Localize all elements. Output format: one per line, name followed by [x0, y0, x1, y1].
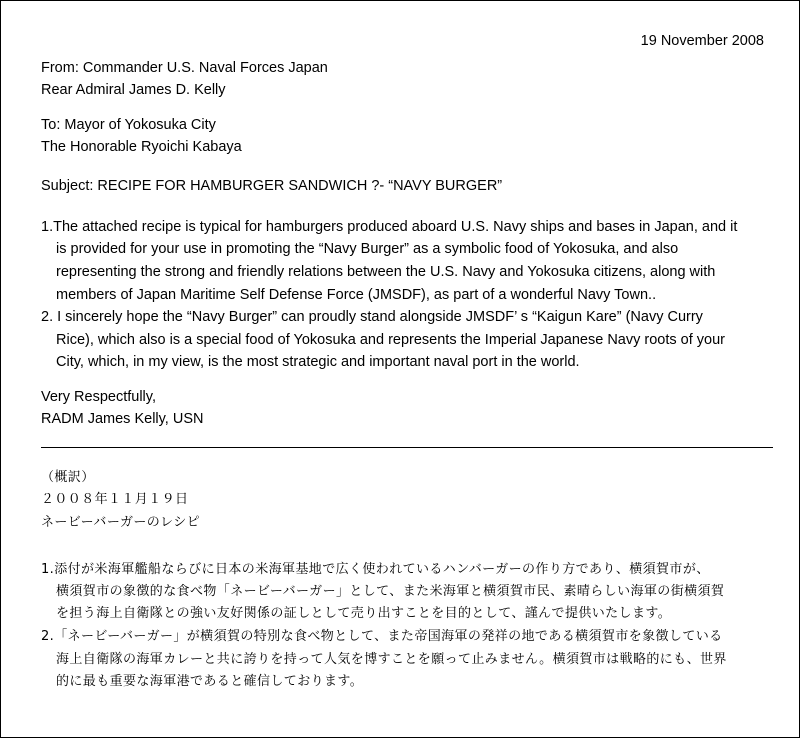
closing: Very Respectfully, — [41, 389, 156, 405]
summary-title: ネービーバーガーのレシピ — [41, 515, 201, 530]
paragraph-1-line-3: representing the strong and friendly relations between the U.S. Navy and Yokosuka citizens, along with — [56, 264, 716, 280]
to-line-2: The Honorable Ryoichi Kabaya — [41, 139, 242, 155]
summary-item-2-line-2: 海上自衛隊の海軍カレーと共に誇りを持って人気を博すことを願って止みません。横須賀市は戦略的にも、世界 — [56, 652, 727, 667]
paragraph-2-line-1: 2. I sincerely hope the “Navy Burger” can proudly stand alongside JMSDF’ s “Kaigun Kare” (Navy Curry — [41, 309, 703, 325]
from-line-2: Rear Admiral James D. Kelly — [41, 82, 226, 98]
paragraph-1-line-1: 1.The attached recipe is typical for hamburgers produced aboard U.S. Navy ships and bases in Japan, and it — [41, 219, 738, 235]
summary-item-1-line-1: 1.添付が米海軍艦船ならびに日本の米海軍基地で広く使われているハンバーガーの作り方であり、横須賀市が、 — [41, 562, 710, 577]
summary-item-2-line-1: 2.「ネービーバーガー」が横須賀の特別な食べ物として、また帝国海軍の発祥の地である横須賀市を象徴している — [41, 629, 723, 644]
to-line-1: To: Mayor of Yokosuka City — [41, 117, 216, 133]
paragraph-1-line-2: is provided for your use in promoting the “Navy Burger” as a symbolic food of Yokosuka, and also — [56, 241, 679, 257]
letter-date: 19 November 2008 — [640, 33, 764, 49]
summary-heading: （概訳） — [41, 470, 95, 485]
paragraph-2-line-3: City, which, in my view, is the most strategic and important naval port in the world. — [56, 354, 580, 370]
divider — [41, 447, 773, 448]
paragraph-2-line-2: Rice), which also is a special food of Yokosuka and represents the Imperial Japanese Navy roots of your — [56, 332, 725, 348]
subject-line: Subject: RECIPE FOR HAMBURGER SANDWICH ?- “NAVY BURGER” — [41, 178, 503, 194]
from-line-1: From: Commander U.S. Naval Forces Japan — [41, 60, 328, 76]
summary-item-2-line-3: 的に最も重要な海軍港であると確信しております。 — [56, 674, 364, 689]
summary-item-1-line-3: を担う海上自衛隊との強い友好関係の証しとして売り出すことを目的として、謹んで提供いたします。 — [56, 606, 672, 621]
paragraph-1-line-4: members of Japan Maritime Self Defense Force (JMSDF), as part of a wonderful Navy Town.. — [56, 287, 657, 303]
signature: RADM James Kelly, USN — [41, 411, 204, 427]
summary-date: ２００８年１１月１９日 — [41, 492, 189, 507]
summary-item-1-line-2: 横須賀市の象徴的な食べ物「ネービーバーガー」として、また米海軍と横須賀市民、素晴らしい海軍の街横須賀 — [56, 584, 725, 599]
